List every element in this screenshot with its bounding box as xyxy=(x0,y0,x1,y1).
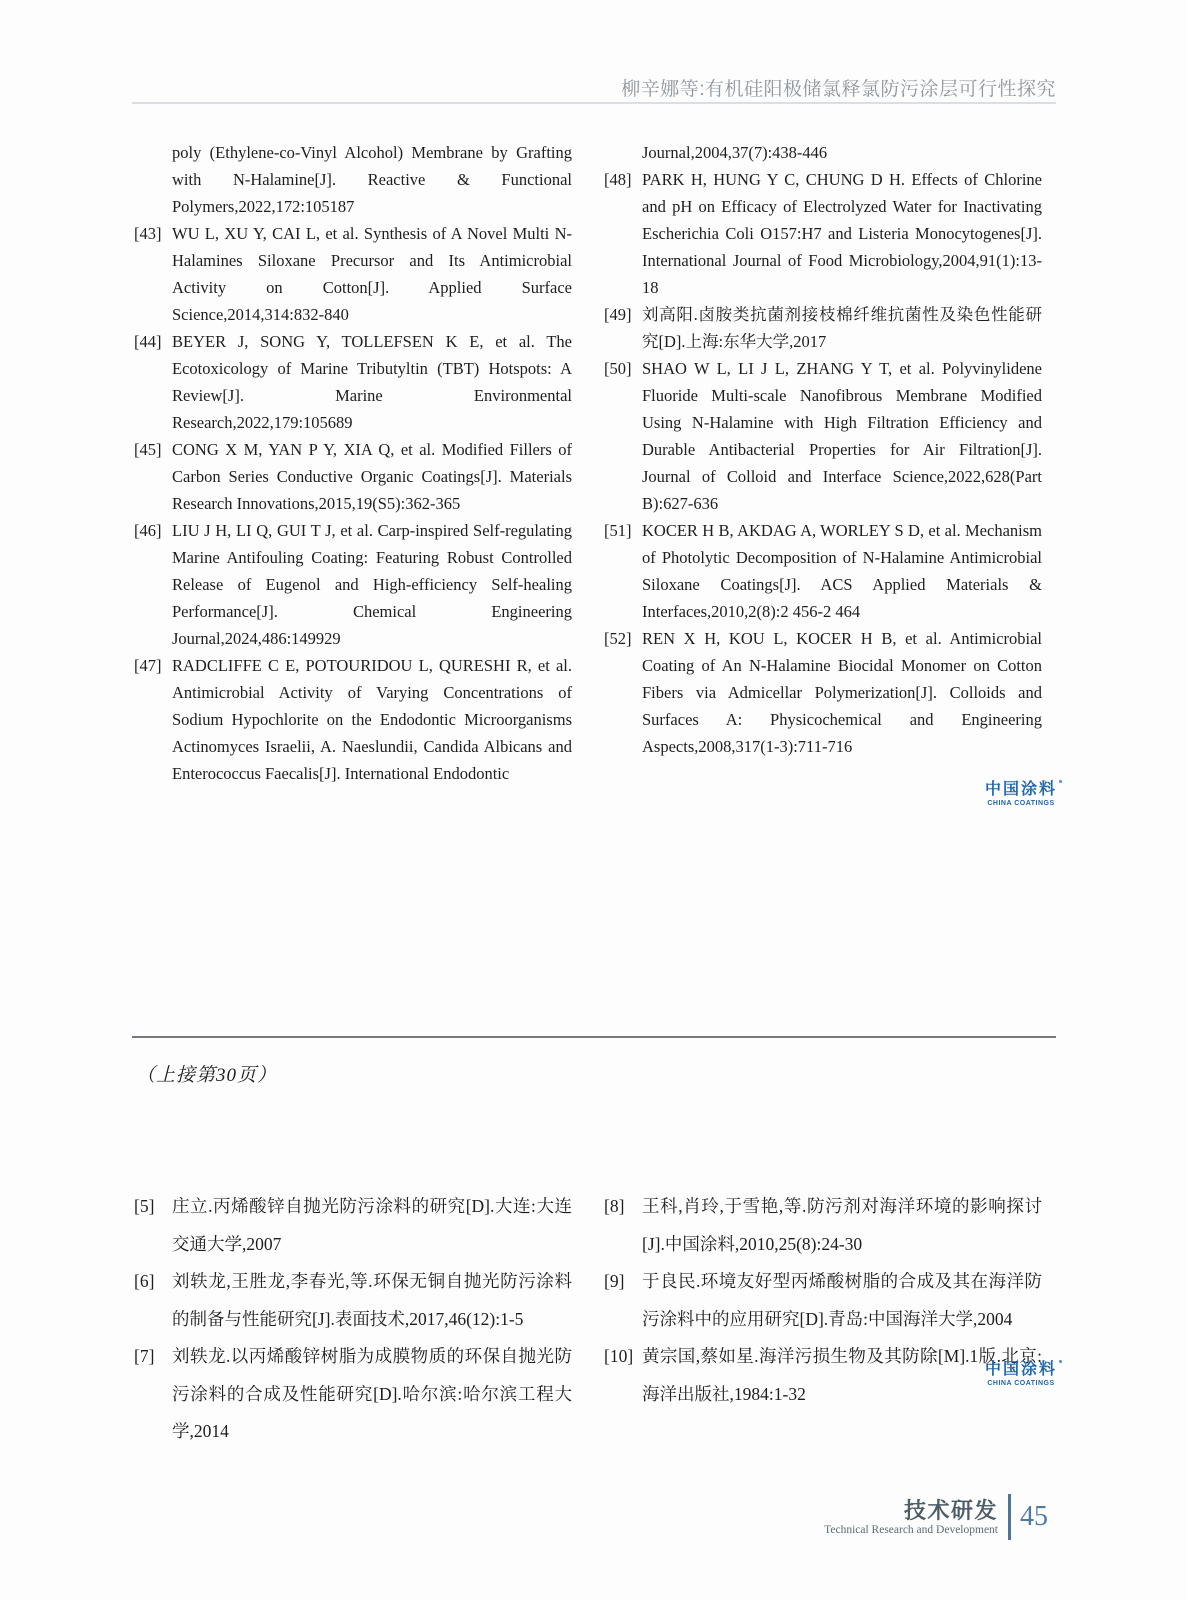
reference-text: WU L, XU Y, CAI L, et al. Synthesis of A Novel Multi N-Halamines Siloxane Precursor and Its Antimicrobial Activity on Cotton[J]. Applied Surface Science,2014,314:832-840 xyxy=(172,224,572,324)
reference-text: REN X H, KOU L, KOCER H B, et al. Antimicrobial Coating of An N-Halamine Biocidal Monomer on Cotton Fibers via Admicellar Polymerization[J]. Colloids and Surfaces A: Physicochemical and Engineering Aspects,2008,317(1-3):711-716 xyxy=(642,629,1042,756)
reference-item xyxy=(134,220,572,328)
china-coatings-logo xyxy=(985,1361,1057,1387)
page-footer xyxy=(824,1494,1048,1540)
reference-item xyxy=(604,625,1042,760)
reference-text: KOCER H B, AKDAG A, WORLEY S D, et al. Mechanism of Photolytic Decomposition of N-Halamine Antimicrobial Siloxane Coatings[J]. ACS Applied Materials & Interfaces,2010,2(8):2 456-2 464 xyxy=(642,521,1042,621)
reference-number: [6] xyxy=(134,1271,155,1291)
reference-number: [8] xyxy=(604,1196,625,1216)
reference-number: [45] xyxy=(134,440,162,459)
reference-number: [44] xyxy=(134,332,162,351)
reference-text: 刘轶龙.以丙烯酸锌树脂为成膜物质的环保自抛光防污涂料的合成及性能研究[D].哈尔滨:哈尔滨工程大学,2014 xyxy=(172,1346,572,1441)
footer-section-title xyxy=(824,1498,998,1536)
trademark-mark xyxy=(1059,780,1062,783)
reference-number: [7] xyxy=(134,1346,155,1366)
reference-item xyxy=(134,139,572,220)
china-coatings-logo-en: CHINA COATINGS xyxy=(987,800,1055,808)
reference-number: [51] xyxy=(604,521,632,540)
references-bottom-left-column xyxy=(134,1188,572,1451)
reference-item xyxy=(604,166,1042,301)
reference-number: [9] xyxy=(604,1271,625,1291)
reference-text: Journal,2004,37(7):438-446 xyxy=(642,143,828,162)
reference-text: LIU J H, LI Q, GUI T J, et al. Carp-inspired Self-regulating Marine Antifouling Coating: Featuring Robust Controlled Release of Eugenol and High-efficiency Self-healing Performance[J]. Chemical Engineering Journal,2024,486:149929 xyxy=(172,521,572,648)
reference-text: PARK H, HUNG Y C, CHUNG D H. Effects of Chlorine and pH on Efficacy of Electrolyzed Water for Inactivating Escherichia Coli O157:H7 and Listeria Monocytogenes[J]. International Journal of Food Microbiology,2004,91(1):13-18 xyxy=(642,170,1042,297)
header-rule xyxy=(132,102,1056,104)
reference-item xyxy=(134,328,572,436)
page-number: 45 xyxy=(1020,1501,1048,1532)
reference-number: [50] xyxy=(604,359,632,378)
reference-text: SHAO W L, LI J L, ZHANG Y T, et al. Polyvinylidene Fluoride Multi-scale Nanofibrous Membrane Modified Using N-Halamine with High Filtration Efficiency and Durable Antibacterial Properties for Air Filtration[J]. Journal of Colloid and Interface Science,2022,628(Part B):627-636 xyxy=(642,359,1042,513)
reference-item xyxy=(604,139,1042,166)
reference-item xyxy=(134,652,572,787)
reference-text: 黄宗国,蔡如星.海洋污损生物及其防除[M].1版.北京:海洋出版社,1984:1-32 xyxy=(642,1346,1042,1404)
reference-item xyxy=(604,1263,1042,1338)
reference-item xyxy=(604,301,1042,355)
continuation-note: （上接第30页） xyxy=(136,1065,278,1086)
reference-item xyxy=(604,1188,1042,1263)
reference-number xyxy=(604,139,642,166)
references-bottom-section xyxy=(134,1188,1042,1451)
reference-number: [52] xyxy=(604,629,632,648)
reference-text: 刘高阳.卤胺类抗菌剂接枝棉纤维抗菌性及染色性能研究[D].上海:东华大学,2017 xyxy=(642,305,1042,351)
references-top-right-column xyxy=(604,139,1042,787)
reference-text: poly (Ethylene-co-Vinyl Alcohol) Membrane by Grafting with N-Halamine[J]. Reactive & Functional Polymers,2022,172:105187 xyxy=(172,143,572,216)
references-bottom-right-column xyxy=(604,1188,1042,1451)
reference-text: BEYER J, SONG Y, TOLLEFSEN K E, et al. The Ecotoxicology of Marine Tributyltin (TBT) Hotspots: A Review[J]. Marine Environmental Research,2022,179:105689 xyxy=(172,332,572,432)
china-coatings-logo-cn: 中国涂料 xyxy=(985,781,1057,799)
reference-item xyxy=(134,1263,572,1338)
footer-divider-bar xyxy=(1008,1494,1011,1540)
reference-item xyxy=(134,436,572,517)
reference-text: 王科,肖玲,于雪艳,等.防污剂对海洋环境的影响探讨[J].中国涂料,2010,25(8):24-30 xyxy=(642,1196,1042,1254)
reference-number: [43] xyxy=(134,224,162,243)
china-coatings-logo-en: CHINA COATINGS xyxy=(987,1380,1055,1388)
reference-text: 于良民.环境友好型丙烯酸树脂的合成及其在海洋防污涂料中的应用研究[D].青岛:中国海洋大学,2004 xyxy=(642,1271,1042,1329)
references-top-section xyxy=(134,139,1042,787)
reference-number xyxy=(134,139,172,220)
trademark-mark xyxy=(1059,1360,1062,1363)
reference-text: CONG X M, YAN P Y, XIA Q, et al. Modified Fillers of Carbon Series Conductive Organic Coatings[J]. Materials Research Innovations,2015,19(S5):362-365 xyxy=(172,440,572,513)
reference-number: [49] xyxy=(604,305,632,324)
reference-text: RADCLIFFE C E, POTOURIDOU L, QURESHI R, et al. Antimicrobial Activity of Varying Concentrations of Sodium Hypochlorite on the Endodontic Microorganisms Actinomyces Israelii, A. Naeslundii, Candida Albicans and Enterococcus Faecalis[J]. International Endodontic xyxy=(172,656,572,783)
reference-item xyxy=(604,355,1042,517)
section-divider xyxy=(132,1036,1056,1038)
footer-section-title-en: Technical Research and Development xyxy=(824,1524,998,1537)
reference-item xyxy=(134,1188,572,1263)
reference-text: 刘轶龙,王胜龙,李春光,等.环保无铜自抛光防污涂料的制备与性能研究[J].表面技术,2017,46(12):1-5 xyxy=(172,1271,572,1329)
reference-number: [48] xyxy=(604,170,632,189)
china-coatings-logo xyxy=(985,781,1057,807)
reference-item xyxy=(604,1338,1042,1413)
reference-number: [5] xyxy=(134,1196,155,1216)
reference-number: [47] xyxy=(134,656,162,675)
reference-number: [46] xyxy=(134,521,162,540)
reference-item xyxy=(134,517,572,652)
reference-item xyxy=(134,1338,572,1451)
running-title: 柳辛娜等:有机硅阳极储氯释氯防污涂层可行性探究 xyxy=(621,79,1056,100)
reference-text: 庄立.丙烯酸锌自抛光防污涂料的研究[D].大连:大连交通大学,2007 xyxy=(172,1196,572,1254)
china-coatings-logo-cn: 中国涂料 xyxy=(985,1361,1057,1379)
reference-item xyxy=(604,517,1042,625)
reference-number: [10] xyxy=(604,1346,634,1366)
footer-section-title-cn: 技术研发 xyxy=(903,1497,998,1523)
references-top-left-column xyxy=(134,139,572,787)
